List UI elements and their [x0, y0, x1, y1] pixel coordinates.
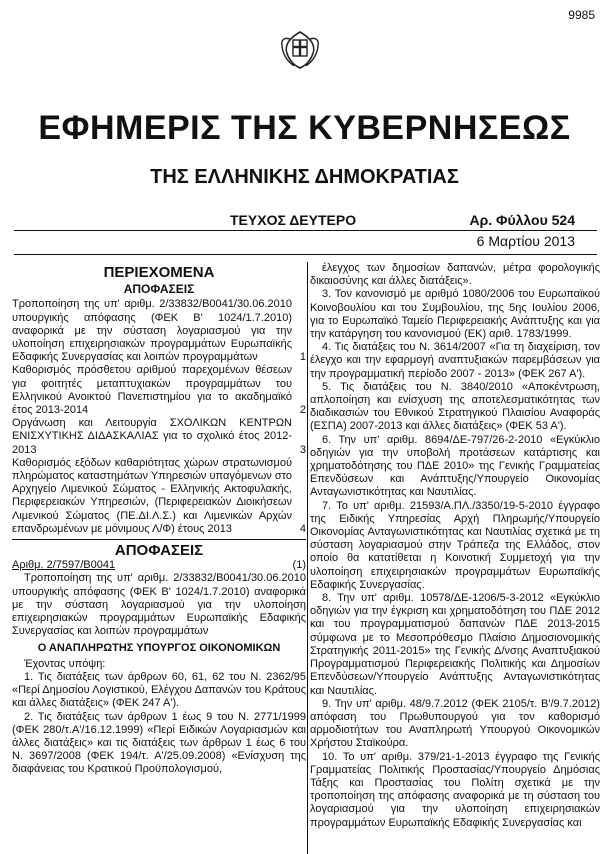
- clause: 1. Τις διατάξεις των άρθρων 60, 61, 62 του Ν. 2362/95 «Περί Δημοσίου Λογιστικού, Ελέγχου Δαπανών του Κράτους και άλλες διατάξεις» (ΦΕΚ 247 Α').: [12, 670, 306, 710]
- clause: 6. Την υπ' αριθμ. 8694/ΔΕ-797/26-2-2010 «Εγκύκλιο οδηγιών για την υποβολή προτάσεων κατάρτισης και χρηματοδότησης του ΠΔΕ 2010» της Γενικής Γραμματείας Επενδύσεων και Ανάπτυξης/Υπουργείο Οικονομίας Ανταγωνιστικότητας και Ναυτιλίας.: [310, 433, 600, 499]
- issue-date: 6 Μαρτίου 2013: [476, 233, 575, 249]
- toc-text: Οργάνωση και Λειτουργία ΣΧΟΛΙΚΩΝ ΚΕΝΤΡΩΝ ΕΝΙΣΧΥΤΙΚΗΣ ΔΙΔΑΣΚΑΛΙΑΣ για το σχολικό έτος 2012-2013: [12, 417, 292, 456]
- having-regard: Έχοντας υπόψη:: [24, 657, 106, 670]
- clause: 2. Τις διατάξεις των άρθρων 1 έως 9 του Ν. 2771/1999 (ΦΕΚ 280/τ.Α'/16.12.1999) «Περί Ειδικών Λογαριασμών και άλλες διατάξεις» και τις διατάξεις των άρθρων 1 έως 6 του Ν. 3697/2008 (ΦΕΚ 194/τ. Α'/25.09.2008) «Ενίσχυση της διαφάνειας του Κρατικού Προϋπολογισμού,: [12, 710, 306, 776]
- column-divider: [307, 262, 308, 854]
- toc-text: Τροποποίηση της υπ' αριθμ. 2/33832/Β0041/30.06.2010 υπουργικής απόφασης (ΦΕΚ Β' 1024/1.7.2010) αναφορικά με την σύσταση λογαριασμού για την υλοποίηση επιχειρησιακών προγραμμάτων Ευρωπαϊκής Εδαφικής Συνεργασίας και λοιπών προγραμμάτων: [12, 298, 292, 364]
- rule-top: [14, 230, 597, 231]
- right-column: [310, 262, 600, 830]
- clause: 5. Τις διατάξεις του Ν. 3840/2010 «Αποκέντρωση, απλοποίηση και ενίσχυση της αποτελεσματικότητας των διαδικασιών του Εθνικού Στρατηγικού Πλαισίου Αναφοράς (ΕΣΠΑ) 2007-2013 και άλλες διατάξεις» (ΦΕΚ 53 Α').: [310, 380, 600, 433]
- clause: έλεγχος των δημοσίων δαπανών, μέτρα φορολογικής δικαιοσύνης και άλλες διατάξεις».: [310, 262, 600, 288]
- decision-summary: Τροποποίηση της υπ' αριθμ. 2/33832/Β0041/30.06.2010 υπουργικής απόφασης (ΦΕΚ Β' 1024/1.7.2010) αναφορικά με την σύσταση λογαριασμού για την υλοποίηση επιχειρησιακών προγραμμάτων Ευρωπαϊκής Εδαφικής Συνεργασίας και λοιπών προγραμμάτων: [12, 572, 306, 638]
- toc-entry[interactable]: [12, 457, 306, 536]
- issue-label: ΤΕΥΧΟΣ ΔΕΥΤΕΡΟ: [230, 212, 357, 228]
- clause: 3. Τον κανονισμό με αριθμό 1080/2006 του Ευρωπαϊκού Κοινοβουλίου και του Συμβουλίου, της 5ης Ιουλίου 2006, για το Ευρωπαϊκό Ταμείο Περιφερειακής Ανάπτυξης και για την κατάργηση του κανονισμού (ΕΚ) αριθ. 1783/1999.: [310, 288, 600, 341]
- clause: 8. Την υπ' αριθμ. 10578/ΔΕ-1206/5-3-2012 «Εγκύκλιο οδηγιών για την έγκριση και χρηματοδότηση του ΠΔΕ 2012 και του προγραμματισμού δαπανών ΠΔΕ 2013-2015 σύμφωνα με το Μεσοπρόθεσμο Πλαίσιο Δημοσιονομικής Στρατηγικής 2011-2015» της Γενικής Δ/νσης Αναπτυξιακού Προγραμματισμού Περιφερειακής Πολιτικής και Δημοσίων Επενδύσεων/Υπουργείο Ανάπτυξης Ανταγωνιστικότητας και Ναυτιλίας.: [310, 592, 600, 697]
- gazette-subtitle: ΤΗΣ ΕΛΛΗΝΙΚΗΣ ΔΗΜΟΚΡΑΤΙΑΣ: [150, 166, 459, 188]
- clause: 4. Τις διατάξεις του Ν. 3614/2007 «Για τη διαχείριση, τον έλεγχο και την εφαρμογή αναπτυξιακών παρεμβάσεων για την προγραμματική περίοδο 2007 - 2013» (ΦΕΚ 267 Α').: [310, 341, 600, 380]
- decisions-heading: ΑΠΟΦΑΣΕΙΣ: [123, 282, 195, 297]
- page-number: 9985: [568, 8, 595, 22]
- toc-page: 1: [299, 351, 306, 364]
- reference-number: Αριθμ. 2/7597/Β0041: [12, 559, 116, 572]
- coat-of-arms-icon: [276, 26, 324, 74]
- toc-page: 3: [299, 443, 306, 456]
- contents-heading: ΠΕΡΙΕΧΟΜΕΝΑ: [103, 264, 215, 281]
- rule-bottom: [14, 254, 597, 255]
- sheet-number: Αρ. Φύλλου 524: [469, 212, 575, 228]
- toc-entry[interactable]: [12, 364, 306, 417]
- reference-index: (1): [292, 559, 306, 572]
- toc-text: Καθορισμός εξόδων καθαριότητας χώρων στρατωνισμού πληρώματος καταστημάτων Υπηρεσιών υπαγόμενων στο Αρχηγείο Λιμενικού Σώματος - Ελληνικής Ακτοφυλακής, Περιφερειακών Υπηρεσιών, (Περιφερειακών Διοικήσεων Λιμενικού Σώματος (ΠΕ.ΔΙ.Λ.Σ.) και Λιμενικών Αρχών επανδρωμένων με μόνιμους Λ/Φ) έτους 2013: [12, 456, 292, 535]
- toc-text: Καθορισμός πρόσθετου αριθμού παρεχομένων θέσεων για φοιτητές μεταπτυχιακών προγραμμάτων του Ελληνικού Ανοικτού Πανεπιστημίου για το ακαδημαϊκό έτος 2013-2014: [12, 364, 292, 417]
- clause: 7. Το υπ' αριθμ. 21593/Α.ΠΛ./3350/19-5-2010 έγγραφο της Ειδικής Υπηρεσίας Αρχή Πληρωμής/Υπουργείο Οικονομίας Ανταγωνιστικότητας και Ναυτιλίας σχετικά με τη σύσταση λογαριασμού στην Τράπεζα της Ελλάδος, στον οποίο θα κατατίθεται η Κοινοτική Συμμετοχή για την υλοποίηση επιχειρησιακών προγραμμάτων Ευρωπαϊκής Εδαφικής Συνεργασίας.: [310, 499, 600, 591]
- decisions-heading-2: ΑΠΟΦΑΣΕΙΣ: [114, 542, 204, 560]
- decision-ref: [12, 559, 306, 572]
- section-rule: [12, 539, 306, 540]
- gazette-title: ΕΦΗΜΕΡΙΣ ΤΗΣ ΚΥΒΕΡΝΗΣΕΩΣ: [38, 109, 571, 147]
- toc-page: 2: [299, 404, 306, 417]
- toc-entry[interactable]: [12, 417, 306, 457]
- clause: 10. Το υπ' αριθμ. 379/21-1-2013 έγγραφο της Γενικής Γραμματείας Πολιτικής Προστασίας/Υπουργείο Δημόσιας Τάξης και Προστασίας του Πολίτη σχετικά με την τροποποίηση της απόφασης αναφορικά με τη σύσταση του λογαριασμού για την υλοποίηση επιχειρησιακών προγραμμάτων Ευρωπαϊκής Εδαφικής Συνεργασίας και: [310, 750, 600, 829]
- toc-page: 4: [299, 522, 306, 535]
- minister-heading: Ο ΑΝΑΠΛΗΡΩΤΗΣ ΥΠΟΥΡΓΟΣ ΟΙΚΟΝΟΜΙΚΩΝ: [37, 642, 281, 655]
- left-column: [12, 262, 306, 777]
- toc-entry[interactable]: [12, 298, 306, 364]
- clause: 9. Την υπ' αριθμ. 48/9.7.2012 (ΦΕΚ 2105/τ. Β'/9.7.2012) απόφαση του Πρωθυπουργού για τον καθορισμό αρμοδιοτήτων του Αναπληρωτή Υπουργού Οικονομικών Χρήστου Σταϊκούρα.: [310, 697, 600, 750]
